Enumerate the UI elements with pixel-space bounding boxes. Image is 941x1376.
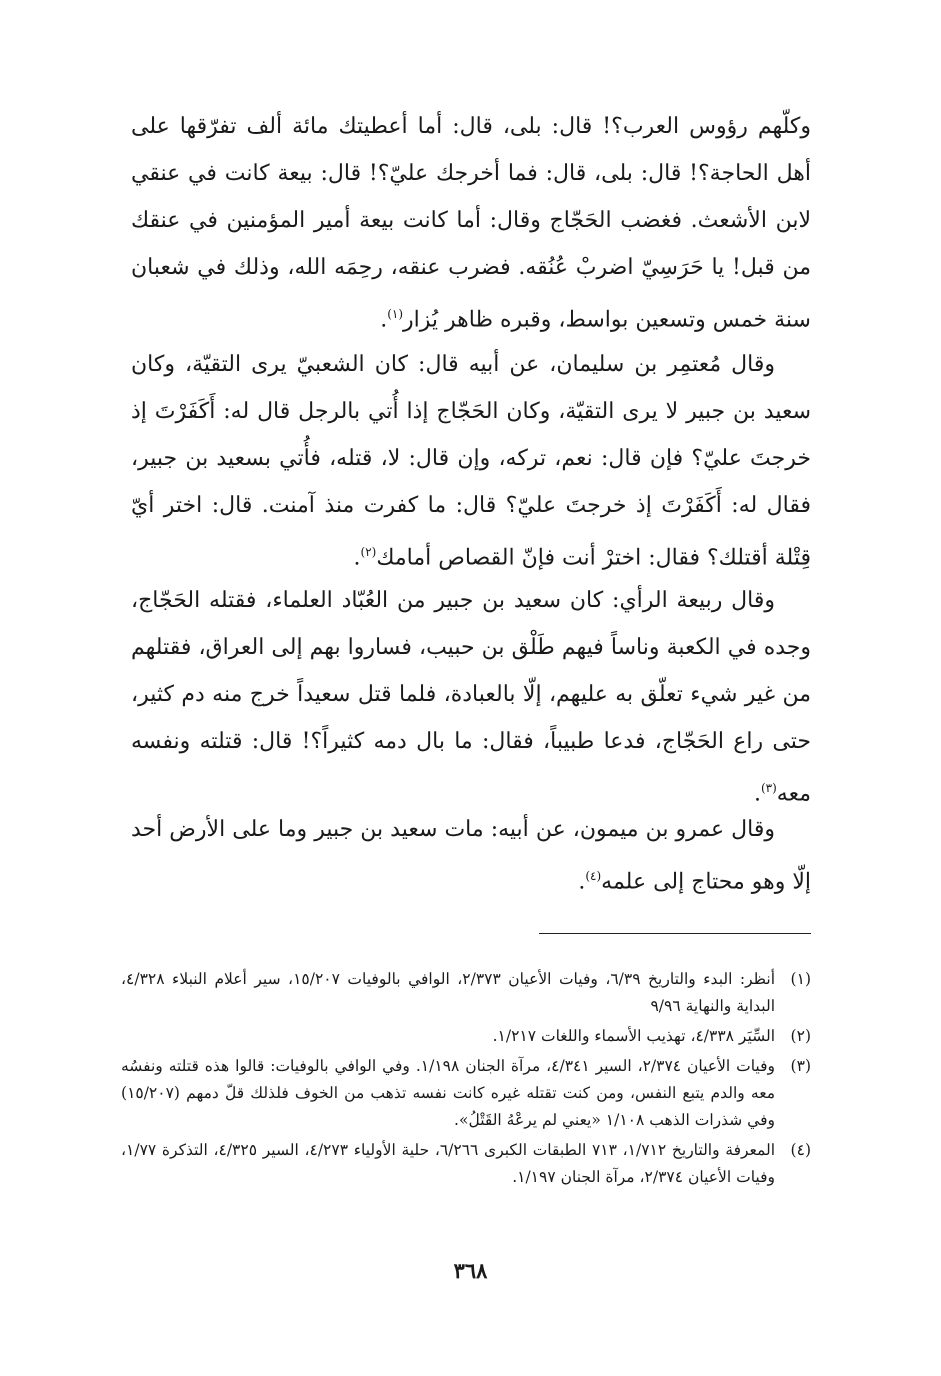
footnote-text: السِّيَر ٤/٣٣٨، تهذيب الأسماء واللغات ١/٢١٧. xyxy=(492,1027,775,1045)
body-paragraph-2: وقال مُعتمِر بن سليمان، عن أبيه قال: كان الشعبيّ يرى التقيّة، وكان سعيد بن جبير لا يرى التقيّة، وكان الحَجّاج إذا أُتي بالرجل قال له: أَكَفَرْتَ إذ خرجتَ عليّ؟ فإن قال: نعم، تركه، وإن قال: لا، قتله، فأُتي بسعيد بن جبير، فقال له: أَكَفَرْتَ إذ خرجتَ عليّ؟ قال: ما كفرت منذ آمنت. قال: اختر أيّ قِتْلة أقتلك؟ فقال: اخترْ أنت فإنّ القصاص أمامك$^{(٢)}$. xyxy=(131,352,811,571)
paragraph-text: وقال عمرو بن ميمون، عن أبيه: مات سعيد بن جبير وما على الأرض أحد إلّا وهو محتاج إلى علمه xyxy=(131,817,811,895)
footnote-ref-2: (٢) xyxy=(360,545,377,559)
body-paragraph-3: وقال ربيعة الرأي: كان سعيد بن جبير من العُبّاد العلماء، فقتله الحَجّاج، وجده في الكعبة وناساً فيهم طَلْق بن حبيب، فساروا بهم إلى العراق، فقتلهم من غير شيء تعلّق به عليهم، إلّا بالعبادة، فلما قتل سعيداً خرج منه دم كثير، حتى راع الحَجّاج، فدعا طبيباً، فقال: ما بال دمه كثيراً؟! قال: قتلته ونفسه معه$^{(٣)}$. xyxy=(131,588,811,807)
footnotes xyxy=(121,966,811,1194)
footnote-text: المعرفة والتاريخ ١/٧١٢، ٧١٣ الطبقات الكبرى ٦/٢٦٦، حلية الأولياء ٤/٢٧٣، السير ٤/٣٢٥، التذكرة ١/٧٧، وفيات الأعيان ٢/٣٧٤، مرآة الجنان ١/١٩٧. xyxy=(121,1141,776,1186)
page-number: ٣٦٨ xyxy=(453,1258,488,1283)
body-paragraph-1: وكلّهم رؤوس العرب؟! قال: بلى، قال: أما أعطيتك مائة ألف تفرّقها على أهل الحاجة؟! قال: بلى، قال: فما أخرجك عليّ؟! قال: بيعة كانت في عنقي لابن الأشعث. فغضب الحَجّاج وقال: أما كانت بيعة أمير المؤمنين في عنقك من قبل! يا حَرَسِيّ اضربْ عُنُقه. فضرب عنقه، رحِمَه الله، وذلك في شعبان سنة خمس وتسعين بواسط، وقبره ظاهر يُزار$^{(١)}$. xyxy=(131,114,811,333)
footnote-1 xyxy=(121,966,811,1020)
footnote-ref-3: (٣) xyxy=(760,781,777,795)
footnote-text: أنظر: البدء والتاريخ ٦/٣٩، وفيات الأعيان ٢/٣٧٣، الوافي بالوفيات ١٥/٢٠٧، سير أعلام النبلاء ٤/٣٢٨، البداية والنهاية ٩/٩٦ xyxy=(121,970,776,1015)
paragraph-text: وقال مُعتمِر بن سليمان، عن أبيه قال: كان الشعبيّ يرى التقيّة، وكان سعيد بن جبير لا يرى التقيّة، وكان الحَجّاج إذا أُتي بالرجل قال له: أَكَفَرْتَ إذ خرجتَ عليّ؟ فإن قال: نعم، تركه، وإن قال: لا، قتله، فأُتي بسعيد بن جبير، فقال له: أَكَفَرْتَ إذ خرجتَ عليّ؟ قال: ما كفرت منذ آمنت. قال: اختر أيّ قِتْلة أقتلك؟ فقال: اخترْ أنت فإنّ القصاص أمامك xyxy=(131,352,811,571)
footnote-number: (٤) xyxy=(790,1141,811,1159)
paragraph-text: وقال ربيعة الرأي: كان سعيد بن جبير من العُبّاد العلماء، فقتله الحَجّاج، وجده في الكعبة وناساً فيهم طَلْق بن حبيب، فساروا بهم إلى العراق، فقتلهم من غير شيء تعلّق به عليهم، إلّا بالعبادة، فلما قتل سعيداً خرج منه دم كثير، حتى راع الحَجّاج، فدعا طبيباً، فقال: ما بال دمه كثيراً؟! قال: قتلته ونفسه معه xyxy=(131,588,811,807)
footnote-number: (٢) xyxy=(790,1027,811,1045)
footnote-2 xyxy=(121,1023,811,1050)
footnote-3 xyxy=(121,1053,811,1134)
body-paragraph-4: وقال عمرو بن ميمون، عن أبيه: مات سعيد بن جبير وما على الأرض أحد إلّا وهو محتاج إلى علمه$^{(٤)}$. xyxy=(131,817,811,895)
footnote-number: (٣) xyxy=(790,1057,811,1075)
footnote-ref-1: (١) xyxy=(387,307,404,321)
paragraph-text: وكلّهم رؤوس العرب؟! قال: بلى، قال: أما أعطيتك مائة ألف تفرّقها على أهل الحاجة؟! قال: بلى، قال: فما أخرجك عليّ؟! قال: بيعة كانت في عنقي لابن الأشعث. فغضب الحَجّاج وقال: أما كانت بيعة أمير المؤمنين في عنقك من قبل! يا حَرَسِيّ اضربْ عُنُقه. فضرب عنقه، رحِمَه الله، وذلك في شعبان سنة خمس وتسعين بواسط، وقبره ظاهر يُزار xyxy=(131,114,811,333)
footnote-4 xyxy=(121,1137,811,1191)
footnote-separator xyxy=(539,933,811,934)
footnote-text: وفيات الأعيان ٢/٣٧٤، السير ٤/٣٤١، مرآة الجنان ١/١٩٨. وفي الوافي بالوفيات: قالوا هذه قتلته ونفسُه معه والدم يتبع النفس، ومن كنت تقتله غيره كانت نفسه تذهب من الخوف فلذلك قلّ دمهم (١٥/٢٠٧) وفي شذرات الذهب ١/١٠٨ «يعني لم يرعْهُ القَتْلُ». xyxy=(121,1057,776,1129)
footnote-ref-4: (٤) xyxy=(585,869,602,883)
footnote-number: (١) xyxy=(790,970,811,988)
